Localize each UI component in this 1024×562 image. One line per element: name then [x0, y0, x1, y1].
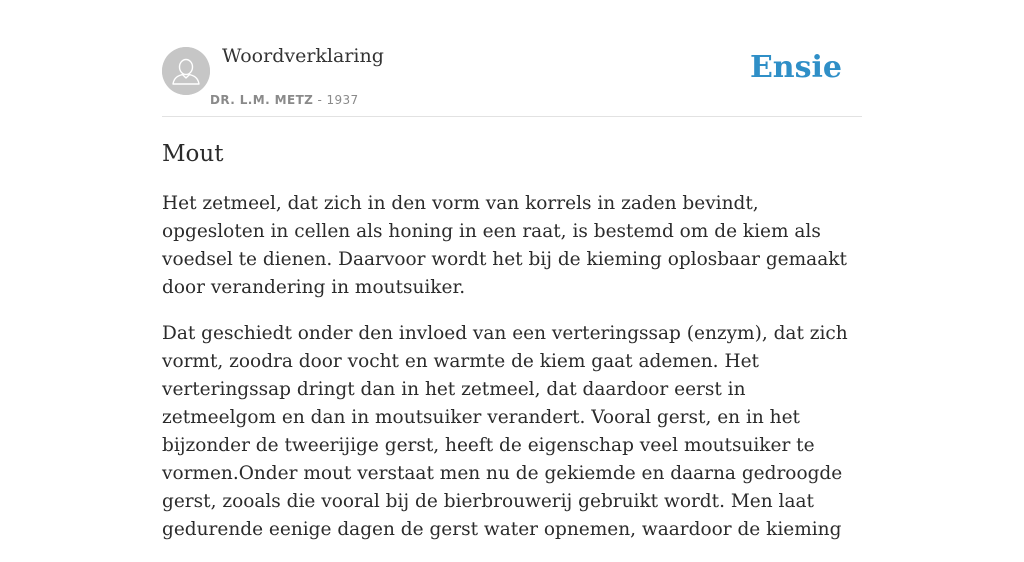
user-silhouette-icon[interactable]	[162, 47, 210, 95]
article-paragraph: Dat geschiedt onder den invloed van een verteringssap (enzym), dat zich vormt, zoodra door vocht en warmte de kiem gaat ademen. Het verteringssap dringt dan in het zetmeel, dat daardoor eerst in zetmeelgom en dan in moutsuiker verandert. Vooral gerst, en in het bijzonder de tweerijige gerst, heeft de eigenschap veel moutsuiker te vormen.Onder mout verstaat men nu de gekiemde en daarna gedroogde gerst, zooals die vooral bij de bierbrouwerij gebruikt wordt. Men laat gedurende eenige dagen de gerst water opnemen, waardoor de kieming	[162, 323, 848, 540]
page-header	[162, 0, 862, 117]
article-title: Mout	[162, 141, 224, 167]
category-label: Woordverklaring	[222, 45, 384, 67]
article-body	[162, 138, 862, 562]
author-line[interactable]	[210, 93, 359, 107]
author-name: DR. L.M. METZ	[210, 93, 314, 107]
article-paragraph: Het zetmeel, dat zich in den vorm van korrels in zaden bevindt, opgesloten in cellen als honing in een raat, is bestemd om de kiem als voedsel te dienen. Daarvoor wordt het bij de kieming oplosbaar gemaakt door verandering in moutsuiker.	[162, 193, 847, 298]
ensie-logo[interactable]: Ensie	[749, 50, 842, 85]
publication-year: 1937	[326, 93, 359, 107]
author-separator: -	[313, 93, 327, 107]
